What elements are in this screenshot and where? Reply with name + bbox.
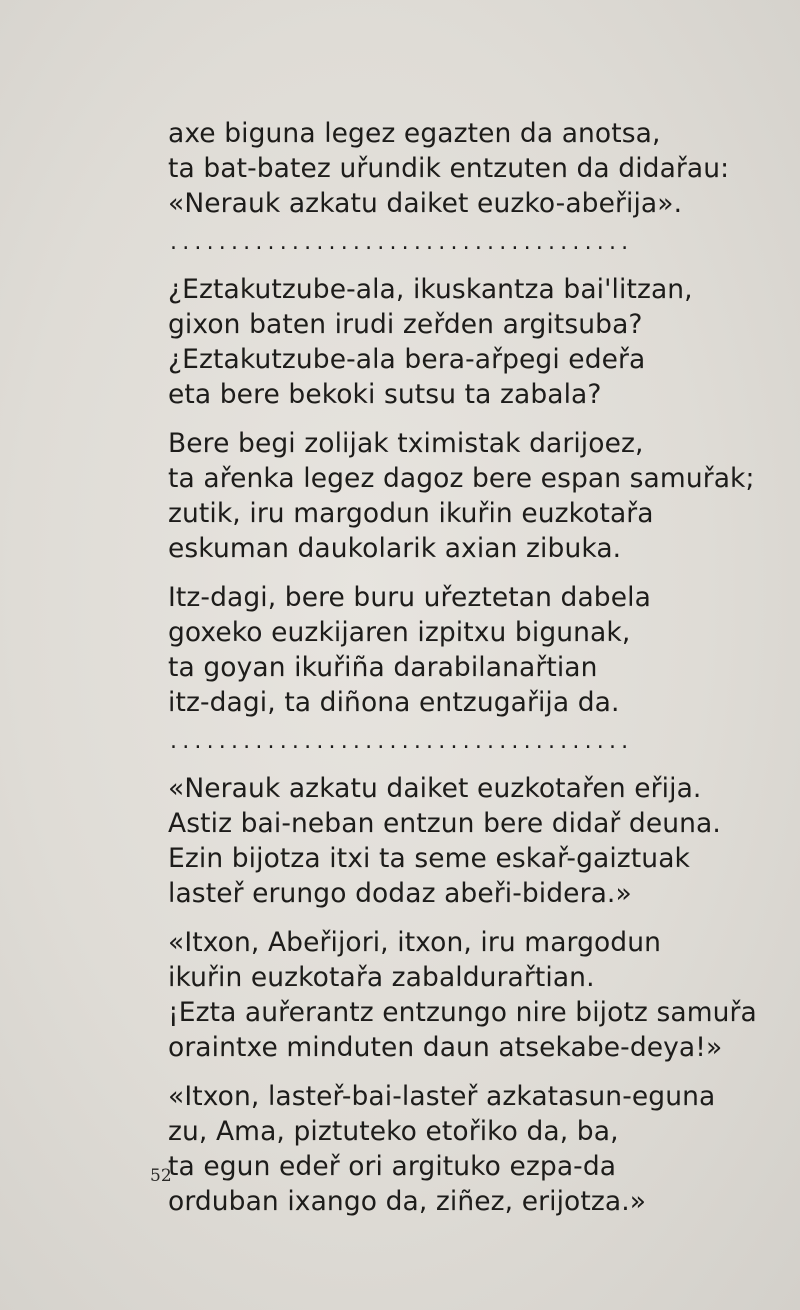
page-number: 52	[150, 1166, 172, 1186]
poem-line: «Nerauk azkatu daiket euzko-abeřija».	[168, 188, 683, 219]
poem-line: oraintxe minduten daun atsekabe-deya!»	[168, 1032, 723, 1063]
stanza-3	[168, 426, 755, 566]
stanza-2	[168, 272, 728, 412]
poem-line: ta ařenka legez dagoz bere espan samuřak;	[168, 463, 755, 494]
poem-line: zu, Ama, piztuteko etořiko da, ba,	[168, 1116, 619, 1147]
poem-line: Ezin bijotza itxi ta seme eskař-gaiztuak	[168, 843, 690, 874]
poem-line: «Itxon, lasteř-bai-lasteř azkatasun-eguna	[168, 1081, 716, 1112]
poem-line: Astiz bai-neban entzun bere didař deuna.	[168, 808, 721, 839]
poem-line: «Nerauk azkatu daiket euzkotařen eřija.	[168, 773, 702, 804]
poem-line: Bere begi zolijak tximistak darijoez,	[168, 428, 644, 459]
poem-line: axe biguna legez egazten da anotsa,	[168, 118, 661, 149]
poem-line: ta bat-batez uřundik entzuten da didařau:	[168, 153, 730, 184]
poem-line: ta egun edeř ori argituko ezpa-da	[168, 1151, 617, 1182]
poem-line: eta bere bekoki sutsu ta zabala?	[168, 379, 602, 410]
poem-line: zutik, iru margodun ikuřin euzkotařa	[168, 498, 654, 529]
poem-line: eskuman daukolarik axian zibuka.	[168, 533, 622, 564]
poem-line: «Itxon, Abeřijori, itxon, iru margodun	[168, 927, 662, 958]
stanza-7	[168, 1079, 728, 1219]
poem-line: ¿Eztakutzube-ala bera-ařpegi edeřa	[168, 344, 646, 375]
stanza-5	[168, 771, 728, 911]
poem-line: Itz-dagi, bere buru uřeztetan dabela	[168, 582, 651, 613]
poem-line: itz-dagi, ta diñona entzugařija da.	[168, 687, 620, 718]
poem-line: ikuřin euzkotařa zabaldurařtian.	[168, 962, 595, 993]
poem-line: orduban ixango da, ziñez, erijotza.»	[168, 1186, 647, 1217]
stanza-4	[168, 580, 728, 720]
poem-line: gixon baten irudi zeřden argitsuba?	[168, 309, 643, 340]
stanza-1	[168, 116, 728, 221]
poem-line: ¡Ezta auřerantz entzungo nire bijotz samuřa	[168, 997, 757, 1028]
poem-text	[168, 116, 757, 1219]
poem-line: goxeko euzkijaren izpitxu bigunak,	[168, 617, 631, 648]
poem-line: ¿Eztakutzube-ala, ikuskantza bai'litzan,	[168, 274, 693, 305]
poem-line: ta goyan ikuřiña darabilanařtian	[168, 652, 598, 683]
separator-dots-2: ......................................	[170, 729, 634, 754]
poem-line: lasteř erungo dodaz abeři-bidera.»	[168, 878, 632, 909]
separator-dots-1: ......................................	[170, 230, 634, 255]
stanza-6	[168, 925, 757, 1065]
